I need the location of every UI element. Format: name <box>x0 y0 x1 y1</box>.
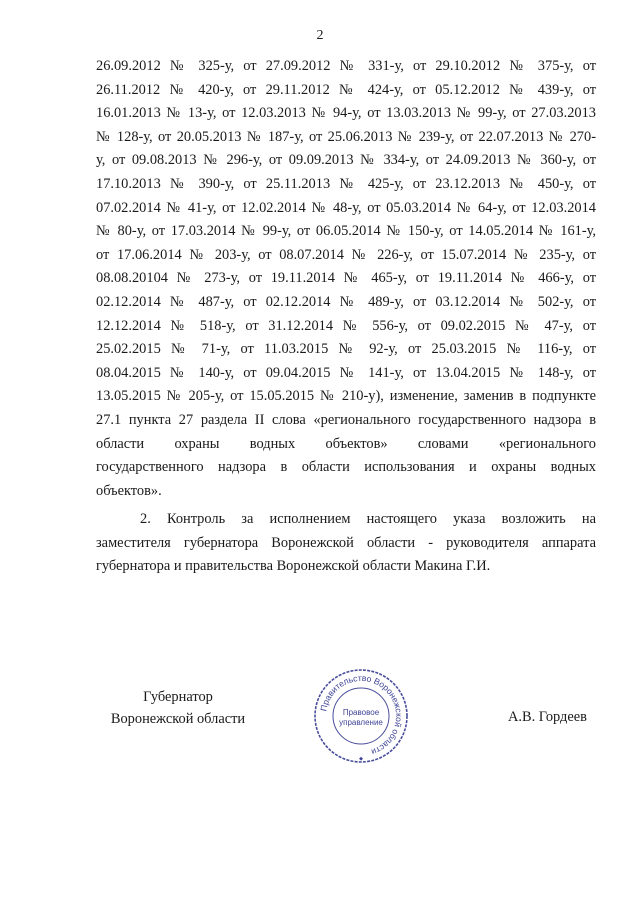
text-line: № 128-у, от 20.05.2013 № 187-у, от 25.06.2013 № 239-у, от 22.07.2013 № 270- <box>96 128 596 145</box>
text-line: государственного надзора в области использования и охраны водных <box>96 459 596 476</box>
text-line: 26.11.2012 № 420-у, от 29.11.2012 № 424-у, от 05.12.2012 № 439-у, от <box>96 81 596 98</box>
text-line: 2. Контроль за исполнением настоящего указа возложить на <box>140 511 596 528</box>
seal-center-line-1: Правовое <box>342 708 380 717</box>
text-line: 02.12.2014 № 487-у, от 02.12.2014 № 489-у, от 03.12.2014 № 502-у, от <box>96 293 596 310</box>
text-line: 27.1 пункта 27 раздела II слова «регионального государственного надзора в <box>96 411 596 428</box>
document-body <box>96 55 596 579</box>
text-line: 07.02.2014 № 41-у, от 12.02.2014 № 48-у, от 05.03.2014 № 64-у, от 12.03.2014 <box>96 199 596 216</box>
position-line: Губернатор <box>143 689 213 705</box>
seal-center-line-2: управление <box>339 718 383 727</box>
text-line: 25.02.2015 № 71-у, от 11.03.2015 № 92-у, от 25.03.2015 № 116-у, от <box>96 341 596 358</box>
text-line: 12.12.2014 № 518-у, от 31.12.2014 № 556-у, от 09.02.2015 № 47-у, от <box>96 317 596 334</box>
text-line: у, от 09.08.2013 № 296-у, от 09.09.2013 № 334-у, от 24.09.2013 № 360-у, от <box>96 152 596 169</box>
text-line: 17.10.2013 № 390-у, от 25.11.2013 № 425-у, от 23.12.2013 № 450-у, от <box>96 175 596 192</box>
text-line: губернатора и правительства Воронежской области Макина Г.И. <box>96 558 491 575</box>
text-line: 16.01.2013 № 13-у, от 12.03.2013 № 94-у, от 13.03.2013 № 99-у, от 27.03.2013 <box>96 105 596 122</box>
signatory-name: А.В. Гордеев <box>508 709 587 725</box>
text-line: 13.05.2015 № 205-у, от 15.05.2015 № 210-у), изменение, заменив в подпункте <box>96 388 596 405</box>
text-line: от 17.06.2014 № 203-у, от 08.07.2014 № 226-у, от 15.07.2014 № 235-у, от <box>96 246 596 263</box>
text-line: 26.09.2012 № 325-у, от 27.09.2012 № 331-у, от 29.10.2012 № 375-у, от <box>96 58 596 74</box>
paragraph-2 <box>96 508 596 579</box>
text-line: 08.08.20104 № 273-у, от 19.11.2014 № 465-у, от 19.11.2014 № 466-у, от <box>96 270 596 287</box>
paragraph-1 <box>96 55 596 503</box>
seal-ring-text: Правительство Воронежской области <box>318 672 405 758</box>
seal-bottom-mark: ◆ <box>359 756 363 762</box>
text-line: № 80-у, от 17.03.2014 № 99-у, от 06.05.2014 № 150-у, от 14.05.2014 № 161-у, <box>96 223 596 240</box>
text-line: области охраны водных объектов» словами «регионального <box>96 435 596 452</box>
text-line: объектов». <box>96 482 162 499</box>
text-line: 08.04.2015 № 140-у, от 09.04.2015 № 141-у, от 13.04.2015 № 148-у, от <box>96 364 596 381</box>
official-seal-stamp <box>311 666 411 766</box>
page-number: 2 <box>316 28 324 43</box>
position-line: Воронежской области <box>110 711 246 727</box>
text-line: заместителя губернатора Воронежской области - руководителя аппарата <box>96 534 596 551</box>
signatory-position <box>98 686 258 730</box>
